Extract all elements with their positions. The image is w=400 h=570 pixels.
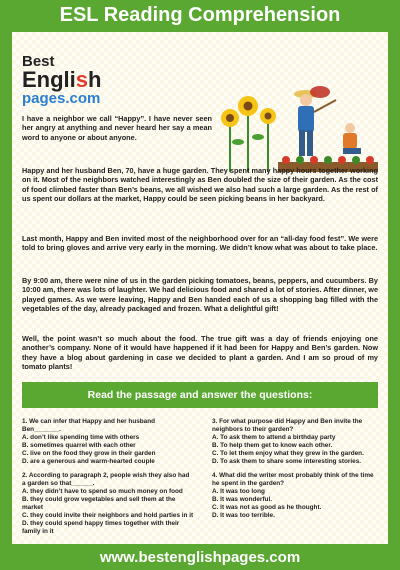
passage-paragraph-3: Last month, Happy and Ben invited most of the neighborhood over for an “all-day food fest”. We were told to bring gloves and arrive very early in the morning. We didn’t know what was about to take place. xyxy=(22,234,378,253)
passage-paragraph-1: I have a neighbor we call “Happy”. I have never seen her angry at anything and never heard her say a mean word to anyone or about anyone. xyxy=(22,114,212,142)
answer-option[interactable]: D. To ask them to share some interesting stories. xyxy=(212,458,362,465)
passage-paragraph-2: Happy and her husband Ben, 70, have a huge garden. They spent many happy hours together working on it. Most of the neighbors watched interestingly as Ben doubled the size of their garden. As the cost of food climbed faster than Ben’s beans, we all wished we also had such a large garden. As the rest of us spent our dollars at the market, Happy could be seen picking beans in her backyard. xyxy=(22,166,378,203)
question-3 xyxy=(212,418,378,466)
site-url-link[interactable]: www.bestenglishpages.com xyxy=(99,549,301,566)
passage-paragraph-5: Well, the point wasn’t so much about the food. The true gift was a day of friends enjoying one another’s company. None of it would have happened if it had been for Happy and Ben’s garden. Now they have a blog about gardening in case we decided to plant a garden. And I am so proud of my tomato plants! xyxy=(22,334,378,371)
gardener-icon xyxy=(294,86,336,156)
worksheet xyxy=(12,32,388,544)
question-text: 4. What did the writer most probably think of the time he spent in the garden? xyxy=(212,472,374,487)
answer-option[interactable]: B. It was wonderful. xyxy=(212,496,273,503)
answer-option[interactable]: A. don’t like spending time with others xyxy=(22,434,140,441)
site-logo[interactable] xyxy=(22,54,122,106)
logo-line-best: Best xyxy=(22,53,55,70)
logo-english-a: Engli xyxy=(22,67,76,92)
answer-option[interactable]: A. they didn’t have to spend so much money on food xyxy=(22,488,183,495)
answer-option[interactable]: D. It was too terrible. xyxy=(212,512,275,519)
question-1 xyxy=(22,418,194,466)
answer-option[interactable]: D. are a generous and warm-hearted couple xyxy=(22,458,155,465)
logo-english-b: s xyxy=(75,67,89,92)
kneeling-gardener-icon xyxy=(343,123,361,154)
answer-option[interactable]: C. live on the food they grow in their garden xyxy=(22,450,156,457)
passage-paragraph-4: By 9:00 am, there were nine of us in the garden picking tomatoes, beans, peppers, and cucumbers. By 10:00 am, there was lots of laughter. We had delicious food and shared a lot of stories. After dinner, we played games. As we were leaving, Happy and Ben handed each of us a shopping bag filled with the vegetables of the day, already packaged and frozen. What a delightful gift! xyxy=(22,276,379,313)
answer-option[interactable]: A. It was too long xyxy=(212,488,265,495)
answer-option[interactable]: B. sometimes quarrel with each other xyxy=(22,442,136,449)
answer-option[interactable]: C. To let them enjoy what they grew in the garden. xyxy=(212,450,364,457)
answer-option[interactable]: B. they could grow vegetables and sell them at the market xyxy=(22,496,176,511)
logo-line-english xyxy=(22,69,122,91)
page-title: ESL Reading Comprehension xyxy=(59,4,341,26)
question-2 xyxy=(22,472,194,536)
sunflower-icon xyxy=(221,96,276,172)
question-text: 1. We can infer that Happy and her husband Ben_______. xyxy=(22,418,156,433)
answer-option[interactable]: C. It was not as good as he thought. xyxy=(212,504,322,511)
questions-banner: Read the passage and answer the questions: xyxy=(22,382,378,408)
garden-illustration xyxy=(208,82,378,174)
question-text: 2. According to paragraph 2, people wish they also had a garden so that______. xyxy=(22,472,190,487)
logo-english-c: h xyxy=(88,67,102,92)
logo-line-pages: pages.com xyxy=(22,90,101,107)
answer-option[interactable]: C. they could invite their neighbors and hold parties in it xyxy=(22,512,194,519)
questions-column-left xyxy=(22,418,194,542)
answer-option[interactable]: D. they could spend happy times together with their family in it xyxy=(22,520,180,535)
question-4 xyxy=(212,472,378,520)
questions-column-right xyxy=(212,418,378,526)
answer-option[interactable]: B. To help them get to know each other. xyxy=(212,442,333,449)
answer-option[interactable]: A. To ask them to attend a birthday party xyxy=(212,434,336,441)
question-text: 3. For what purpose did Happy and Ben invite the neighbors to their garden? xyxy=(212,418,363,433)
